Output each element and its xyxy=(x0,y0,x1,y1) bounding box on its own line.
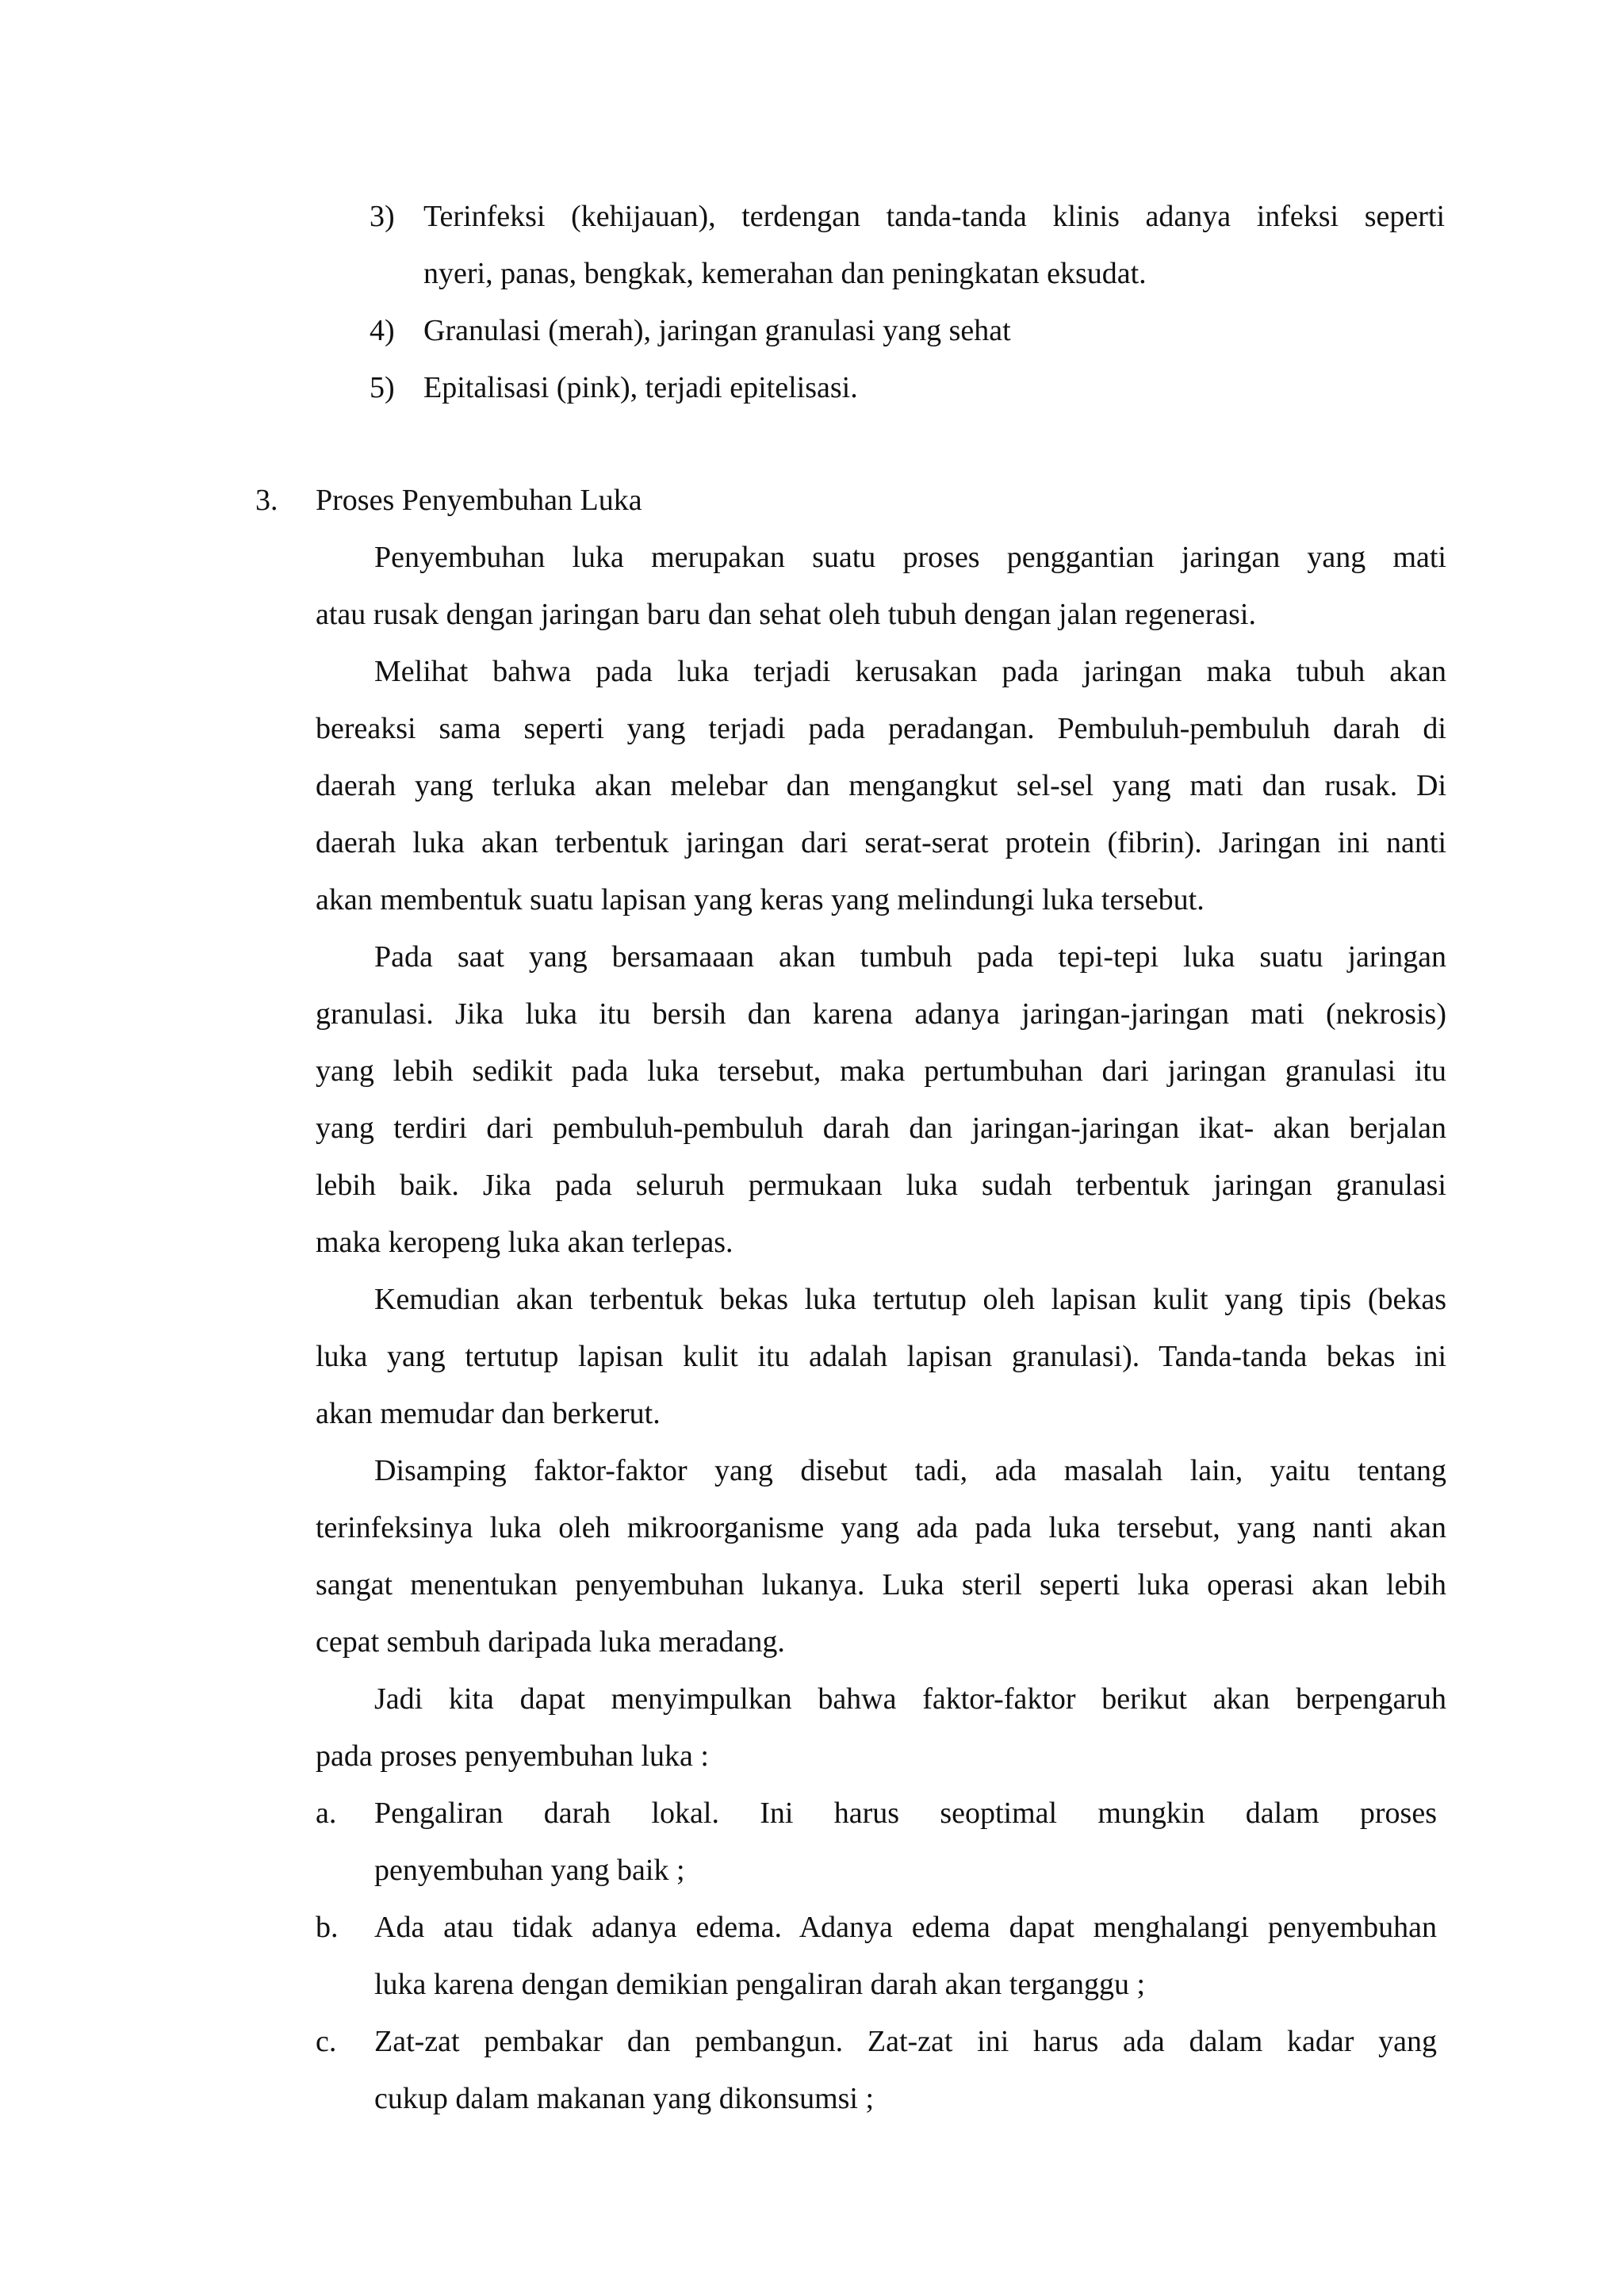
paragraph-line: akan memudar dan berkerut. xyxy=(316,1397,661,1430)
list-item-number: 3) xyxy=(370,200,395,233)
paragraph-line: lebih baik. Jika pada seluruh permukaan luka sudah terbentuk jaringan granulasi xyxy=(316,1169,1446,1202)
paragraph-line: luka yang tertutup lapisan kulit itu adalah lapisan granulasi). Tanda-tanda bekas ini xyxy=(316,1340,1446,1373)
list-item-text: Granulasi (merah), jaringan granulasi yang sehat xyxy=(423,314,1011,347)
paragraph-line: Pada saat yang bersamaaan akan tumbuh pada tepi-tepi luka suatu jaringan xyxy=(374,940,1446,974)
list-item-text: nyeri, panas, bengkak, kemerahan dan peningkatan eksudat. xyxy=(423,257,1147,290)
paragraph-line: maka keropeng luka akan terlepas. xyxy=(316,1226,733,1259)
paragraph-line: Disamping faktor-faktor yang disebut tadi, ada masalah lain, yaitu tentang xyxy=(374,1454,1446,1487)
list-item-letter: c. xyxy=(316,2025,337,2058)
list-item-number: 5) xyxy=(370,371,395,404)
paragraph-line: daerah yang terluka akan melebar dan mengangkut sel-sel yang mati dan rusak. Di xyxy=(316,769,1446,802)
list-item-text: Ada atau tidak adanya edema. Adanya edema dapat menghalangi penyembuhan xyxy=(374,1911,1437,1944)
paragraph-line: Kemudian akan terbentuk bekas luka tertutup oleh lapisan kulit yang tipis (bekas xyxy=(374,1283,1446,1316)
section-title: Proses Penyembuhan Luka xyxy=(316,484,642,517)
paragraph-line: pada proses penyembuhan luka : xyxy=(316,1739,709,1773)
list-item-text: penyembuhan yang baik ; xyxy=(374,1854,685,1887)
paragraph-line: sangat menentukan penyembuhan lukanya. Luka steril seperti luka operasi akan lebih xyxy=(316,1568,1446,1601)
list-item-text: Zat-zat pembakar dan pembangun. Zat-zat ini harus ada dalam kadar yang xyxy=(374,2025,1437,2058)
paragraph-line: yang terdiri dari pembuluh-pembuluh darah dan jaringan-jaringan ikat- akan berjalan xyxy=(316,1112,1446,1145)
list-item-text: Pengaliran darah lokal. Ini harus seoptimal mungkin dalam proses xyxy=(374,1797,1437,1830)
paragraph-line: granulasi. Jika luka itu bersih dan karena adanya jaringan-jaringan mati (nekrosis) xyxy=(316,997,1446,1031)
paragraph-line: atau rusak dengan jaringan baru dan sehat oleh tubuh dengan jalan regenerasi. xyxy=(316,598,1256,631)
paragraph-line: yang lebih sedikit pada luka tersebut, maka pertumbuhan dari jaringan granulasi itu xyxy=(316,1054,1446,1088)
list-item-text: Terinfeksi (kehijauan), terdengan tanda-tanda klinis adanya infeksi seperti xyxy=(423,200,1445,233)
list-item-text: Epitalisasi (pink), terjadi epitelisasi. xyxy=(423,371,858,404)
paragraph-line: bereaksi sama seperti yang terjadi pada peradangan. Pembuluh-pembuluh darah di xyxy=(316,712,1446,745)
list-item-text: luka karena dengan demikian pengaliran darah akan terganggu ; xyxy=(374,1968,1146,2001)
paragraph-line: Penyembuhan luka merupakan suatu proses penggantian jaringan yang mati xyxy=(374,541,1446,574)
paragraph-line: terinfeksinya luka oleh mikroorganisme yang ada pada luka tersebut, yang nanti akan xyxy=(316,1511,1446,1544)
list-item-letter: a. xyxy=(316,1797,337,1830)
paragraph-line: Melihat bahwa pada luka terjadi kerusakan pada jaringan maka tubuh akan xyxy=(374,655,1446,688)
paragraph-line: daerah luka akan terbentuk jaringan dari serat-serat protein (fibrin). Jaringan ini nanti xyxy=(316,826,1446,859)
paragraph-line: akan membentuk suatu lapisan yang keras yang melindungi luka tersebut. xyxy=(316,883,1205,916)
list-item-letter: b. xyxy=(316,1911,339,1944)
list-item-text: cukup dalam makanan yang dikonsumsi ; xyxy=(374,2082,875,2115)
list-item-number: 4) xyxy=(370,314,395,347)
section-number: 3. xyxy=(255,484,278,517)
paragraph-line: Jadi kita dapat menyimpulkan bahwa faktor-faktor berikut akan berpengaruh xyxy=(374,1682,1446,1716)
paragraph-line: cepat sembuh daripada luka meradang. xyxy=(316,1625,785,1659)
